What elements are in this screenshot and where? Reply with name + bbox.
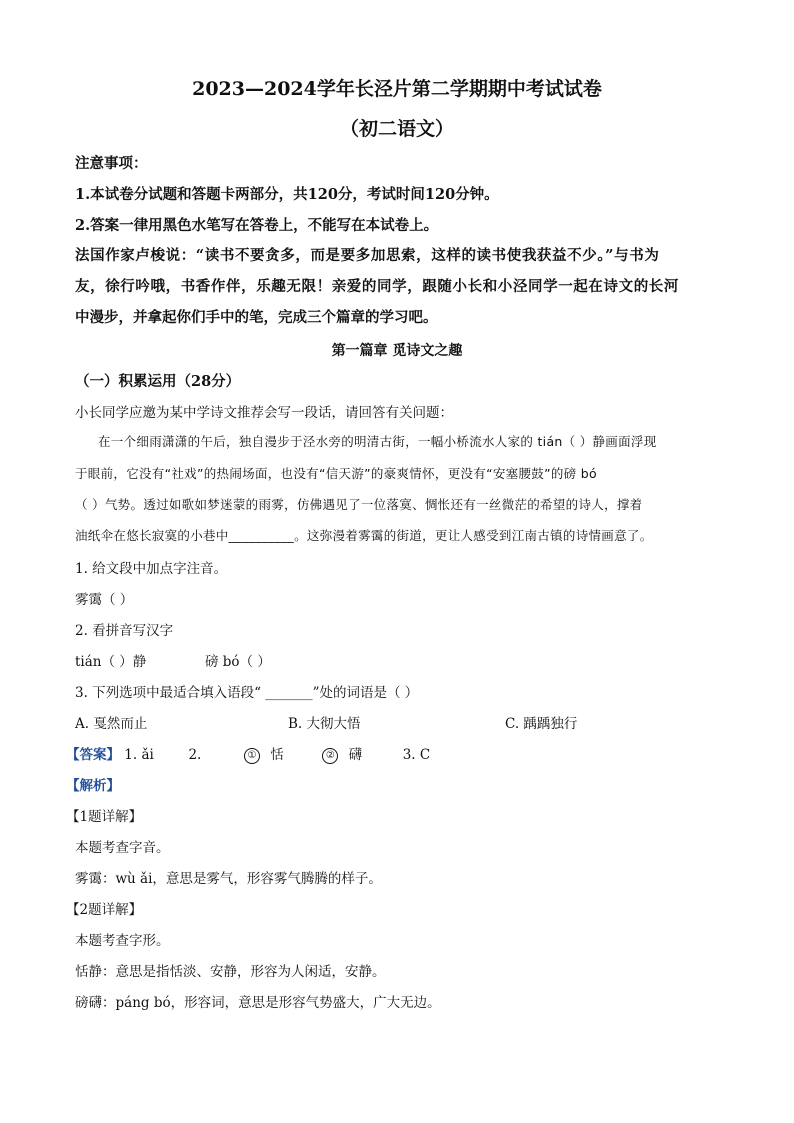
notice-item-2: 2.答案一律用黑色水笔写在答卷上，不能写在本试卷上。 bbox=[75, 217, 439, 234]
intro-line-2: 友，徐行吟哦，书香作伴，乐趣无限！亲爱的同学，跟随小长和小泾同学一起在诗文的长河 bbox=[75, 278, 679, 295]
question-3: 3. 下列选项中最适合填入语段“ _______”处的词语是（ ） bbox=[75, 685, 419, 701]
notice-heading: 注意事项： bbox=[75, 155, 148, 172]
passage-line-3: （ ）气势。透过如歌如梦迷蒙的雨雾，仿佛遇见了一位落寞、惆怅还有一丝微茫的希望的诗人，撑着 bbox=[75, 497, 643, 512]
chapter-title: 第一篇章 觅诗文之趣 bbox=[331, 343, 463, 359]
detail-1-text: 本题考查字音。 bbox=[75, 840, 170, 856]
circle-number-2: ② bbox=[322, 748, 338, 764]
passage-line-4: 油纸伞在悠长寂寞的小巷中__________。这弥漫着雾霭的街道，更让人感受到江南古镇的诗情画意了。 bbox=[75, 528, 653, 543]
detail-2-text: 本题考查字形。 bbox=[75, 933, 170, 949]
question-2: 2. 看拼音写汉字 bbox=[75, 623, 174, 639]
answer-1: 1. ǎi bbox=[124, 747, 154, 763]
detail-1-heading: 【1题详解】 bbox=[66, 809, 143, 825]
section-heading: （一）积累运用（28分） bbox=[75, 373, 241, 390]
option-b: B. 大彻大悟 bbox=[288, 716, 361, 732]
option-a: A. 戛然而止 bbox=[75, 716, 148, 732]
answer-2-1: 恬 bbox=[270, 747, 284, 763]
question-2-blank-a: tián（ ）静 bbox=[75, 654, 147, 670]
detail-2-explanation-1: 恬静：意思是指恬淡、安静，形容为人闲适，安静。 bbox=[75, 964, 386, 980]
section-prompt: 小长同学应邀为某中学诗文推荐会写一段话，请回答有关问题： bbox=[75, 405, 453, 421]
answer-2-number: 2. bbox=[188, 747, 202, 763]
passage-line-1: 在一个细雨潇潇的午后，独自漫步于泾水旁的明清古街，一幅小桥流水人家的 tián（ ）静画面浮现 bbox=[98, 434, 657, 449]
page-subtitle: （初二语文） bbox=[339, 118, 454, 140]
option-c: C. 踽踽独行 bbox=[505, 716, 578, 732]
notice-item-1: 1.本试卷分试题和答题卡两部分，共120分，考试时间120分钟。 bbox=[75, 186, 499, 203]
question-1-blank: 雾霭（ ） bbox=[75, 592, 134, 608]
page-title: 2023—2024学年长泾片第二学期期中考试试卷 bbox=[192, 78, 602, 100]
detail-1-explanation: 雾霭：wù ǎi，意思是雾气，形容雾气腾腾的样子。 bbox=[75, 871, 382, 887]
passage-line-2: 于眼前，它没有“社戏”的热闹场面，也没有“信天游”的豪爽情怀，更没有“安塞腰鼓”的磅 bó bbox=[75, 466, 597, 481]
analysis-label: 【解析】 bbox=[66, 778, 120, 794]
question-1: 1. 给文段中加点字注音。 bbox=[75, 561, 228, 577]
answer-2-2: 礴 bbox=[348, 747, 363, 763]
question-2-blank-b: 磅 bó（ ） bbox=[205, 654, 271, 670]
intro-line-1: 法国作家卢梭说：“读书不要贪多，而是要多加思索，这样的读书使我获益不少。”与书为 bbox=[75, 247, 660, 264]
intro-line-3: 中漫步，并拿起你们手中的笔，完成三个篇章的学习吧。 bbox=[75, 309, 438, 326]
answer-label: 【答案】 bbox=[66, 747, 120, 763]
answer-row bbox=[66, 743, 430, 764]
circle-number-1: ① bbox=[244, 748, 260, 764]
answer-3: 3. C bbox=[402, 747, 431, 763]
detail-2-explanation-2: 磅礴：páng bó，形容词，意思是形容气势盛大，广大无边。 bbox=[75, 995, 441, 1011]
detail-2-heading: 【2题详解】 bbox=[66, 902, 143, 918]
